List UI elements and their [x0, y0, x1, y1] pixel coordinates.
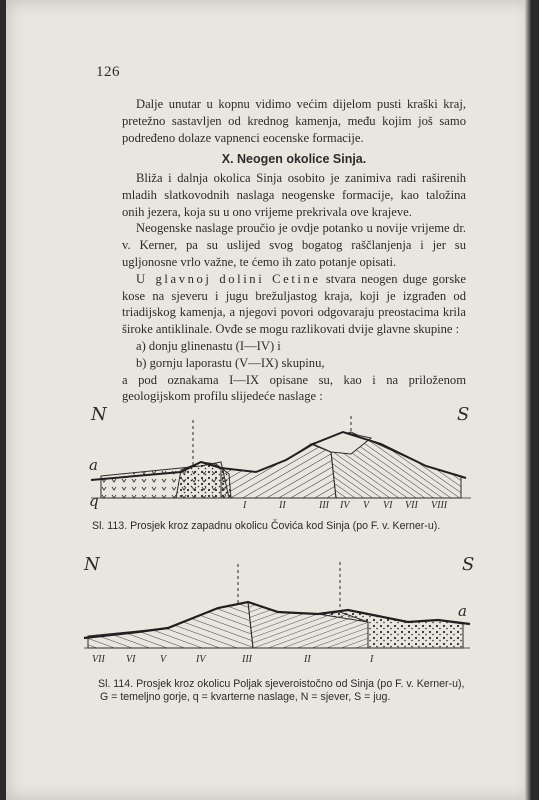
intro-paragraph-block: [122, 96, 466, 146]
roman-label: VII: [92, 654, 105, 665]
section-heading: X. Neogen okolice Sinja.: [221, 152, 367, 166]
roman-label: V: [363, 500, 370, 511]
list-item-b: b) gornju laporastu (V—IX) skupinu,: [136, 355, 325, 370]
paragraph-1: Bliža i dalnja okolica Sinja osobito je zanimiva radi raširenih mladih slatkovodnih naslaga neogenske formacije, kao taložina onih jezera, koja su u ono vrijeme prekrivala ove krajeve.: [122, 171, 466, 219]
label-a: a: [458, 602, 467, 620]
paragraph-3: [122, 271, 466, 338]
paragraph-2: Neogenske naslage proučio je ovdje potanko u novije vrijeme dr. v. Kerner, pa su uslijed svog bogatog raščlanjenja i jer su ugljonosne vrlo važne, te ćemo ih zato potanje opisati.: [122, 221, 466, 269]
roman-label: VIII: [431, 500, 448, 511]
roman-label: III: [319, 500, 329, 511]
roman-label: VII: [405, 500, 418, 511]
roman-label: V: [160, 654, 167, 665]
paragraph-3-rest: stvara neogen duge gorske kose na sjeveru i jugu brežuljastog kraja, koji je izgrađen od triadijskog kamenja, a njegovi povori odgovaraju preostacima krila široke antiklinale. Ovđe se mogu razlikovati dvije glavne skupine :: [122, 271, 466, 337]
roman-label: VI: [383, 500, 393, 511]
label-a: a: [89, 456, 98, 474]
closing-paragraph: a pod oznakama I—IX opisane su, kao i na priloženom geologijskom profilu slijedeće naslage :: [122, 372, 466, 404]
south-label: S: [457, 404, 470, 425]
roman-label: IV: [340, 500, 350, 511]
figure-114-caption: [98, 678, 464, 704]
roman-label: II: [279, 500, 286, 511]
page-number: 126: [96, 64, 120, 80]
book-page: [6, 0, 532, 800]
roman-label: IV: [196, 654, 206, 665]
figure-113-caption: Sl. 113. Prosjek kroz zapadnu okolicu Čovića kod Sinja (po F. v. Kerner-u).: [92, 520, 441, 532]
paragraph-3-spaced-lead: U glavnoj dolini Cetine: [136, 271, 321, 286]
north-label: N: [84, 554, 100, 575]
roman-label: II: [304, 654, 311, 665]
page-edge: [525, 0, 532, 800]
roman-labels-114: [78, 654, 478, 668]
body-text: [122, 170, 466, 405]
south-label: S: [462, 554, 475, 575]
roman-label: VI: [126, 654, 136, 665]
roman-label: I: [243, 500, 247, 511]
figure-114-caption-line-2: G = temeljno gorje, q = kvarterne naslage, N = sjever, S = jug.: [100, 690, 391, 703]
roman-label: I: [370, 654, 374, 665]
figure-113: [81, 404, 481, 516]
roman-labels-113: [81, 500, 481, 514]
north-label: N: [91, 404, 107, 425]
list-item-a: a) donju glinenastu (I—IV) i: [136, 338, 281, 353]
intro-paragraph: Dalje unutar u kopnu vidimo većim dijelom pusti kraški kraj, pretežno sastavljen od krednog kamenja, među kojim još samo podređeno dolaze vapnenci eocenske formacije.: [122, 97, 466, 145]
roman-label: III: [242, 654, 252, 665]
label-q: q: [89, 492, 99, 510]
figure-114-caption-line-1: Sl. 114. Prosjek kroz okolicu Poljak sjeveroistočno od Sinja (po F. v. Kerner-u),: [98, 678, 465, 690]
figure-114: [78, 552, 478, 674]
